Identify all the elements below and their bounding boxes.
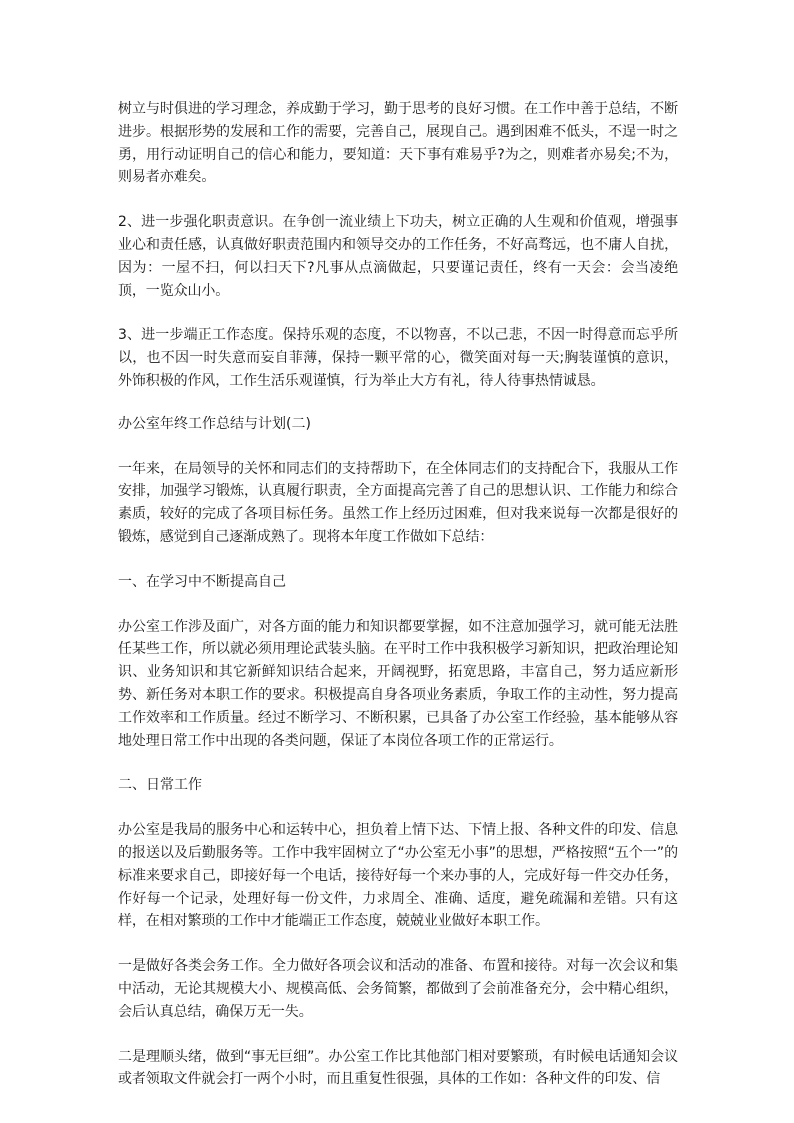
paragraph-intro: 一年来，在局领导的关怀和同志们的支持帮助下，在全体同志们的支持配合下，我服从工作安排，加强学习锻炼，认真履行职责，全方面提高完善了自己的思想认识、工作能力和综合素质，较好的完成了各项目标任务。虽然工作上经历过困难，但对我来说每一次都是很好的锻炼，感觉到自己逐渐成熟了。现将本年度工作做如下总结： bbox=[118, 460, 678, 545]
spacer bbox=[118, 189, 678, 211]
spacer bbox=[118, 933, 678, 955]
spacer bbox=[118, 436, 678, 458]
subheading-daily-work: 二、日常工作 bbox=[118, 777, 202, 794]
paragraph-study-habits: 树立与时俱进的学习理念，养成勤于学习，勤于思考的良好习惯。在工作中善于总结，不断进步。根据形势的发展和工作的需要，完善自己，展现自己。遇到困难不低头，不逞一时之勇，用行动证明自己的信心和能力，要知道：天下事有难易乎?为之，则难者亦易矣;不为，则易者亦难矣。 bbox=[118, 101, 678, 186]
spacer bbox=[118, 797, 678, 819]
paragraph-responsibility: 2、进一步强化职责意识。在争创一流业绩上下功夫，树立正确的人生观和价值观，增强事业心和责任感，认真做好职责范围内和领导交办的工作任务，不好高骛远，也不庸人自扰，因为：一屋不扫，何以扫天下?凡事从点滴做起，只要谨记责任，终有一天会：会当凌绝顶，一览众山小。 bbox=[118, 214, 678, 299]
document-page bbox=[118, 98, 678, 1091]
paragraph-learning: 办公室工作涉及面广，对各方面的能力和知识都要掌握，如不注意加强学习，就可能无法胜任某些工作，所以就必须用理论武装头脑。在平时工作中我积极学习新知识，把政治理论知识、业务知识和其它新鲜知识结合起来，开阔视野，拓宽思路，丰富自己，努力适应新形势、新任务对本职工作的要求。积极提高自身各项业务素质，争取工作的主动性，努力提高工作效率和工作质量。经过不断学习、不断积累，已具备了办公室工作经验，基本能够从容地处理日常工作中出现的各类问题，保证了本岗位各项工作的正常运行。 bbox=[118, 618, 678, 749]
spacer bbox=[118, 393, 678, 413]
paragraph-daily-work: 办公室是我局的服务中心和运转中心，担负着上情下达、下情上报、各种文件的印发、信息的报送以及后勤服务等。工作中我牢固树立了“办公室无小事”的思想，严格按照“五个一”的标准来要求自己，即接好每一个电话，接待好每一个来办事的人，完成好每一件交办任务，作好每一个记录，处理好每一份文件，力求周全、准确、适度，避免疏漏和差错。只有这样，在相对繁琐的工作中才能端正工作态度，兢兢业业做好本职工作。 bbox=[118, 822, 678, 930]
subheading-learning: 一、在学习中不断提高自己 bbox=[118, 573, 286, 590]
spacer bbox=[118, 594, 678, 616]
spacer bbox=[118, 1024, 678, 1046]
spacer bbox=[118, 549, 678, 571]
spacer bbox=[118, 302, 678, 324]
section-title: 办公室年终工作总结与计划(二) bbox=[118, 415, 311, 432]
paragraph-details: 二是理顺头绪，做到“事无巨细”。办公室工作比其他部门相对要繁琐，有时候电话通知会议或者领取文件就会打一两个小时，而且重复性很强，具体的工作如：各种文件的印发、信 bbox=[118, 1048, 678, 1088]
paragraph-attitude: 3、进一步端正工作态度。保持乐观的态度，不以物喜，不以己悲，不因一时得意而忘乎所以，也不因一时失意而妄自菲薄，保持一颗平常的心，微笑面对每一天;胸装谨慎的意识，外饰积极的作风，工作生活乐观谨慎，行为举止大方有礼，待人待事热情诚恳。 bbox=[118, 327, 678, 389]
spacer bbox=[118, 752, 678, 774]
paragraph-meetings: 一是做好各类会务工作。全力做好各项会议和活动的准备、布置和接待。对每一次会议和集中活动，无论其规模大小、规模高低、会务简繁，都做到了会前准备充分，会中精心组织，会后认真总结，确保万无一失。 bbox=[118, 958, 678, 1020]
